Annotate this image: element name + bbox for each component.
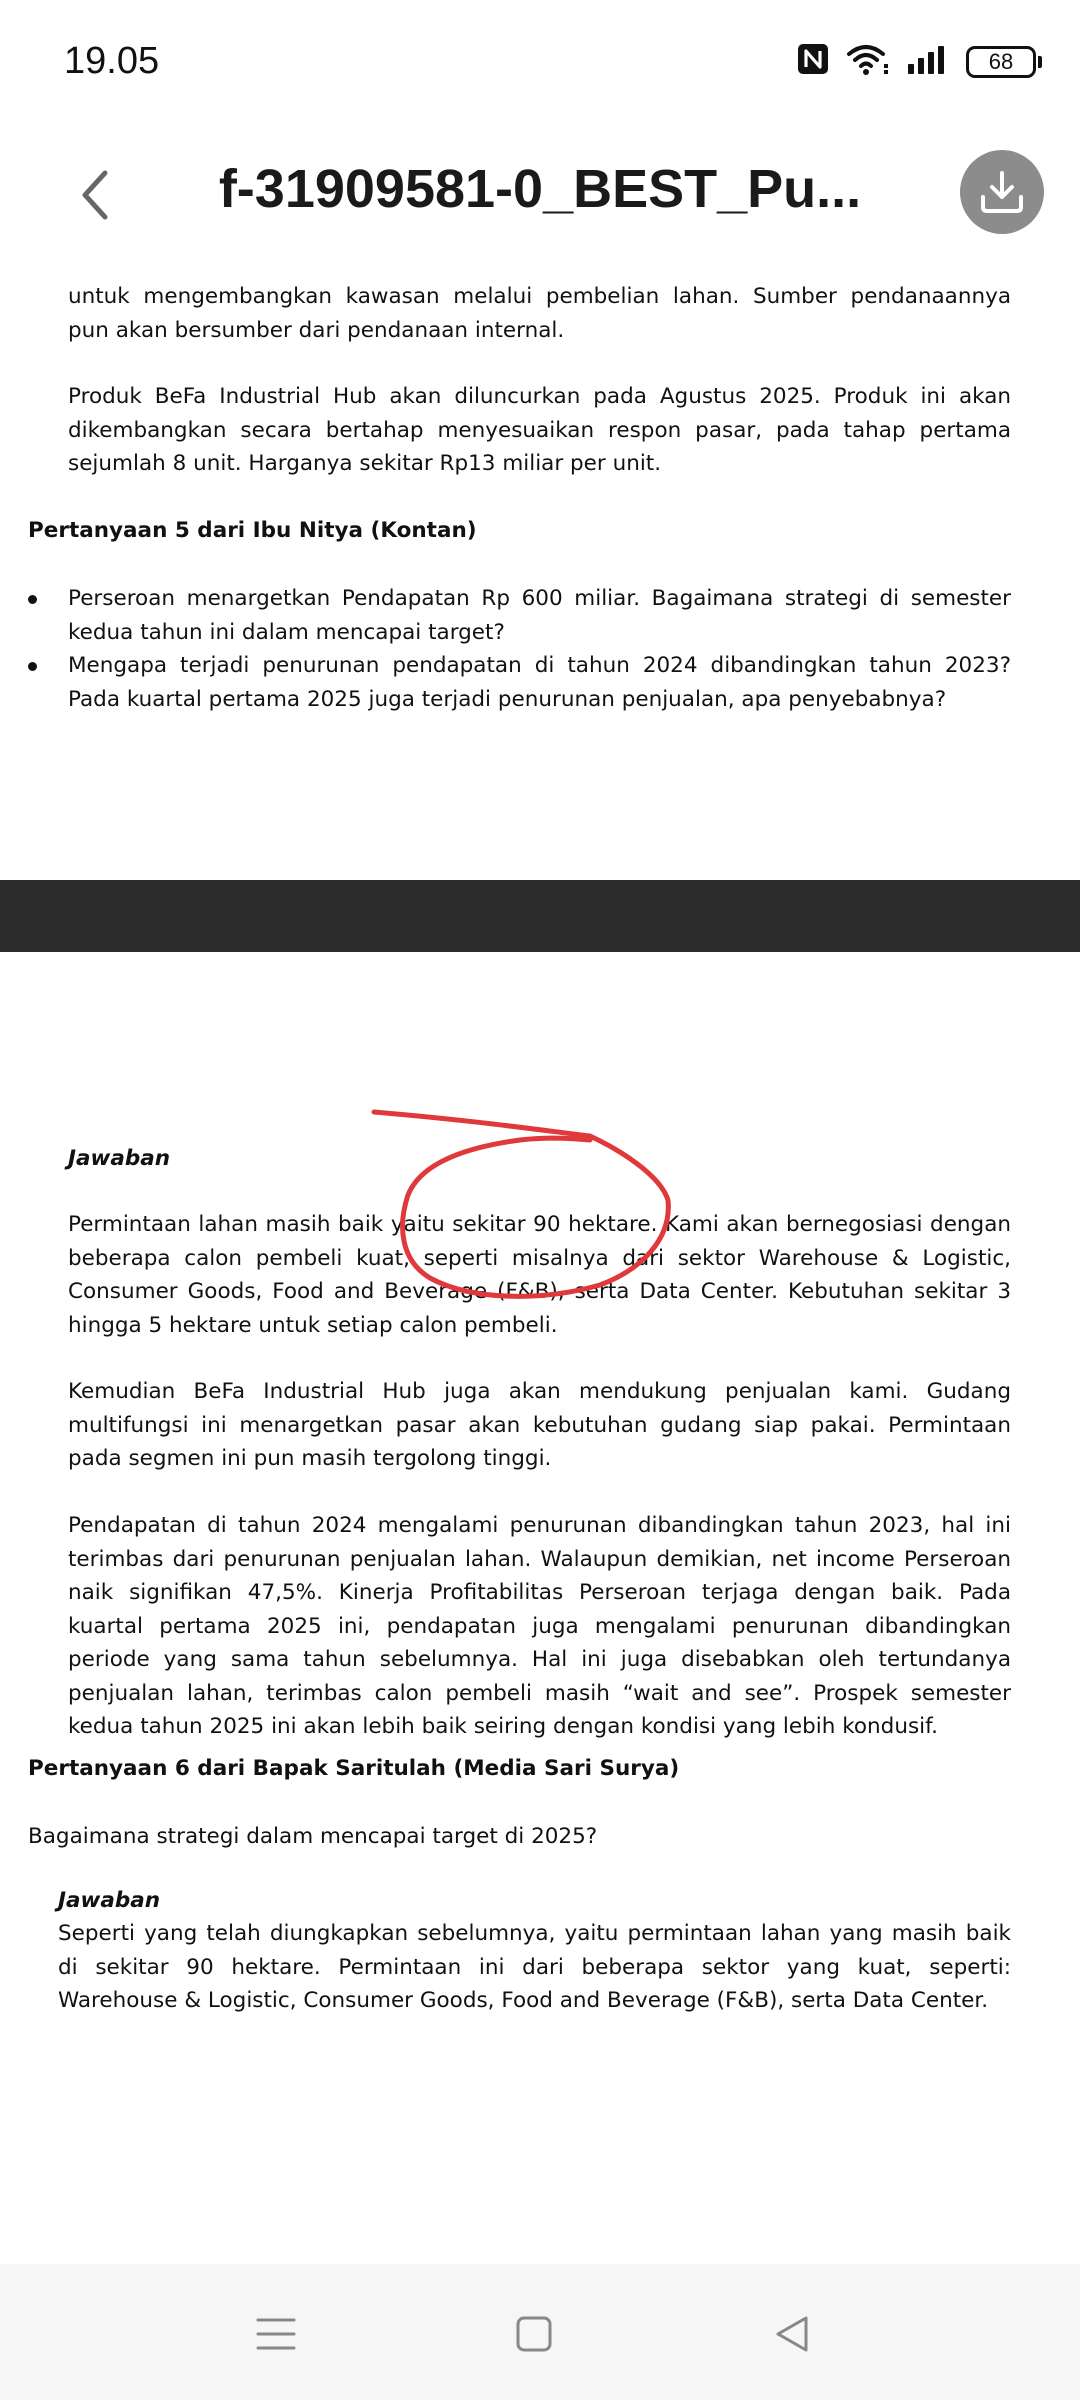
- question-heading: Pertanyaan 5 dari Ibu Nitya (Kontan): [28, 518, 477, 543]
- back-button[interactable]: [60, 160, 130, 230]
- status-time: 19.05: [64, 40, 160, 82]
- question-list: [28, 582, 1011, 716]
- wifi-icon: [846, 42, 890, 81]
- document-title: f-31909581-0_BEST_Pu...: [218, 159, 862, 219]
- answer-label: Jawaban: [68, 1146, 171, 1171]
- chevron-left-icon: [75, 165, 115, 225]
- paragraph: Kemudian BeFa Industrial Hub juga akan mendukung penjualan kami. Gudang multifungsi ini menargetkan pasar akan kebutuhan gudang siap pakai. Permintaan pada segmen ini pun masih tergolong tinggi.: [68, 1379, 1011, 1471]
- bullet-icon: [28, 662, 37, 671]
- menu-icon: [254, 2314, 298, 2354]
- signal-icon: [906, 44, 950, 79]
- system-back-button[interactable]: [762, 2304, 822, 2364]
- battery-icon: [966, 46, 1042, 78]
- recent-apps-button[interactable]: [246, 2304, 306, 2364]
- question-heading: Pertanyaan 6 dari Bapak Saritulah (Media Sari Surya): [28, 1756, 680, 1781]
- home-button[interactable]: [504, 2304, 564, 2364]
- nfc-icon: [796, 42, 830, 81]
- document-viewer[interactable]: [0, 270, 1080, 2270]
- paragraph: Pendapatan di tahun 2024 mengalami penurunan dibandingkan tahun 2023, hal ini terimbas dari penurunan penjualan lahan. Walaupun demikian, net income Perseroan naik signifikan 47,5%. Kinerja Profitabilitas Perseroan terjaga dengan baik. Pada kuartal pertama 2025 ini, pendapatan juga mengalami penurunan dibandingkan periode yang sama tahun sebelumnya. Hal ini juga disebabkan oleh tertundanya penjualan lahan, terimbas calon pembeli masih “wait and see”. Prospek semester kedua tahun 2025 ini akan lebih baik seiring dengan kondisi yang lebih kondusif.: [68, 1513, 1011, 1739]
- list-item-text: Perseroan menargetkan Pendapatan Rp 600 miliar. Bagaimana strategi di semester kedua tahun ini dalam mencapai target?: [68, 586, 1011, 645]
- answer-label: Jawaban: [58, 1888, 161, 1913]
- paragraph: Seperti yang telah diungkapkan sebelumnya, yaitu permintaan lahan yang masih baik di sekitar 90 hektare. Permintaan ini dari beberapa sektor yang kuat, seperti: Warehouse & Logistic, Consumer Goods, Food and Beverage (F&B), serta Data Center.: [58, 1921, 1011, 2013]
- bullet-icon: [28, 595, 37, 604]
- paragraph: Permintaan lahan masih baik yaitu sekitar 90 hektare. Kami akan bernegosiasi dengan beberapa calon pembeli kuat, seperti misalnya dari sektor Warehouse & Logistic, Consumer Goods, Food and Beverage (F&B), serta Data Center. Kebutuhan sekitar 3 hingga 5 hektare untuk setiap calon pembeli.: [68, 1212, 1011, 1338]
- status-bar: [0, 0, 1080, 120]
- paragraph: untuk mengembangkan kawasan melalui pembelian lahan. Sumber pendanaannya pun akan bersumber dari pendanaan internal.: [68, 284, 1011, 343]
- paragraph: Bagaimana strategi dalam mencapai target di 2025?: [28, 1824, 598, 1849]
- page-separator: [0, 880, 1080, 952]
- download-button[interactable]: [960, 150, 1044, 234]
- list-item: [28, 649, 1011, 716]
- back-icon: [772, 2314, 812, 2354]
- status-icons: [796, 42, 1042, 81]
- list-item-text: Mengapa terjadi penurunan pendapatan di tahun 2024 dibandingkan tahun 2023? Pada kuartal pertama 2025 juga terjadi penurunan penjualan, apa penyebabnya?: [68, 653, 1011, 712]
- paragraph: Produk BeFa Industrial Hub akan diluncurkan pada Agustus 2025. Produk ini akan dikembangkan secara bertahap menyesuaikan respon pasar, pada tahap pertama sejumlah 8 unit. Harganya sekitar Rp13 miliar per unit.: [68, 384, 1011, 476]
- app-bar: [0, 130, 1080, 260]
- list-item: [28, 582, 1011, 649]
- navigation-bar: [0, 2264, 1080, 2400]
- home-icon: [514, 2314, 554, 2354]
- download-icon: [975, 165, 1029, 219]
- battery-level: 68: [966, 46, 1036, 78]
